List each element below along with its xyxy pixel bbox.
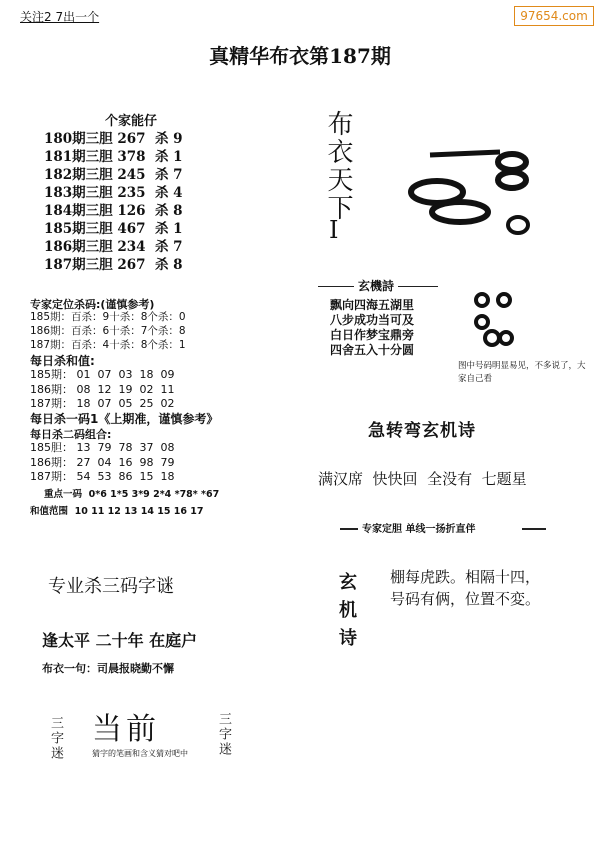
section3-heading: 每日杀和值: bbox=[30, 354, 95, 368]
ring-shape bbox=[508, 217, 528, 233]
riddle-heading: 专业杀三码字谜 bbox=[48, 576, 174, 597]
list-item: 186期三胆 234 杀 7 bbox=[44, 239, 183, 255]
list-item: 187期三胆 267 杀 8 bbox=[44, 257, 183, 273]
ring-shape bbox=[498, 294, 510, 306]
list-item: 186期：百杀：6十杀：7个杀：8 bbox=[30, 325, 186, 337]
page-title: 真精华布衣第187期 bbox=[209, 44, 391, 68]
figure-caption: 图中号码明显易见，不多说了，大家自己看 bbox=[458, 361, 586, 384]
tagline: 满汉席 快快回 全没有 七题星 bbox=[318, 470, 527, 488]
vertical-numeral: I bbox=[329, 216, 339, 244]
poem2-side: 玄机诗 bbox=[336, 572, 357, 656]
section4-heading: 每日杀一码1《上期准，谨慎参考》 bbox=[30, 412, 219, 426]
section1-heading: 个家能仔 bbox=[105, 114, 158, 129]
sum-range-line: 和值范围 10 11 12 13 14 15 16 17 bbox=[30, 506, 204, 517]
riddle-side-left: 三字迷 bbox=[48, 716, 63, 761]
poem-box-title: 玄機詩 bbox=[354, 277, 398, 294]
small-rings-figure bbox=[470, 290, 520, 350]
riddle-side-right: 三字迷 bbox=[216, 712, 231, 757]
list-item: 185期三胆 467 杀 1 bbox=[44, 221, 183, 237]
poem-box-lines bbox=[330, 298, 414, 358]
ring-shape bbox=[476, 316, 488, 328]
section2-list bbox=[30, 310, 186, 352]
riddle-line1: 逢太平 二十年 在庭户 bbox=[42, 631, 198, 650]
list-item: 185期：百杀：9十杀：8个杀：0 bbox=[30, 311, 186, 323]
poem-line: 白日作梦宝鼎旁 bbox=[330, 328, 415, 342]
poem-line: 八步成功当可及 bbox=[330, 313, 415, 327]
list-item: 181期三胆 378 杀 1 bbox=[44, 149, 183, 165]
vertical-title: 布衣天下 bbox=[323, 110, 353, 222]
ring-shape bbox=[485, 331, 499, 345]
section1-list bbox=[44, 130, 183, 274]
list-item: 187期：百杀：4十杀：8个杀：1 bbox=[30, 339, 186, 351]
section4-list bbox=[30, 441, 174, 485]
ring-stroke bbox=[430, 152, 500, 155]
watermark: 97654.com bbox=[514, 6, 594, 26]
riddle-line2: 布衣一句：司晨报晓勤不懈 bbox=[42, 662, 174, 675]
list-item: 186期： 08 12 19 02 11 bbox=[30, 382, 175, 396]
expert-line: 专家定胆 单线一扬折直伴 bbox=[362, 524, 476, 535]
poem2-line2: 号码有俩，位置不変。 bbox=[390, 590, 541, 608]
list-item: 180期三胆 267 杀 9 bbox=[44, 131, 183, 147]
expert-rule-left bbox=[340, 528, 358, 530]
poem-line: 飘向四海五湖里 bbox=[330, 298, 415, 312]
top-note: 关注2 7出一个 bbox=[20, 10, 100, 24]
ring-shape bbox=[476, 294, 488, 306]
ring-shape bbox=[500, 332, 512, 344]
list-item: 185胆： 13 79 78 37 08 bbox=[30, 441, 175, 454]
section2-heading: 专家定位杀码:(谨慎参考) bbox=[30, 298, 155, 311]
riddle-poem-heading: 急转弯玄机诗 bbox=[368, 421, 476, 441]
section3-list bbox=[30, 368, 174, 412]
ring-shape bbox=[498, 154, 526, 170]
ring-shape bbox=[498, 172, 526, 188]
riddle-hint: 猜字的笔画和含义猜对吧中 bbox=[92, 749, 188, 758]
list-item: 185期： 01 07 03 18 09 bbox=[30, 368, 175, 381]
rings-figure bbox=[400, 140, 540, 240]
list-item: 187期： 18 07 05 25 02 bbox=[30, 397, 175, 410]
riddle-main-word: 当前 bbox=[92, 712, 160, 747]
poem2-line1: 棚每虎跌。相隔十四， bbox=[390, 568, 541, 586]
list-item: 183期三胆 235 杀 4 bbox=[44, 185, 183, 201]
expert-rule-right bbox=[522, 528, 546, 530]
ring-shape bbox=[432, 202, 488, 222]
list-item: 186期： 27 04 16 98 79 bbox=[30, 455, 175, 469]
poem-line: 四舍五入十分圆 bbox=[330, 343, 415, 357]
list-item: 187期： 54 53 86 15 18 bbox=[30, 470, 175, 483]
key-numbers-line: 重点一码 0*6 1*5 3*9 2*4 *78* *67 bbox=[44, 489, 220, 500]
list-item: 182期三胆 245 杀 7 bbox=[44, 167, 183, 183]
list-item: 184期三胆 126 杀 8 bbox=[44, 203, 183, 219]
section4-subheading: 每日杀二码组合: bbox=[30, 428, 112, 441]
